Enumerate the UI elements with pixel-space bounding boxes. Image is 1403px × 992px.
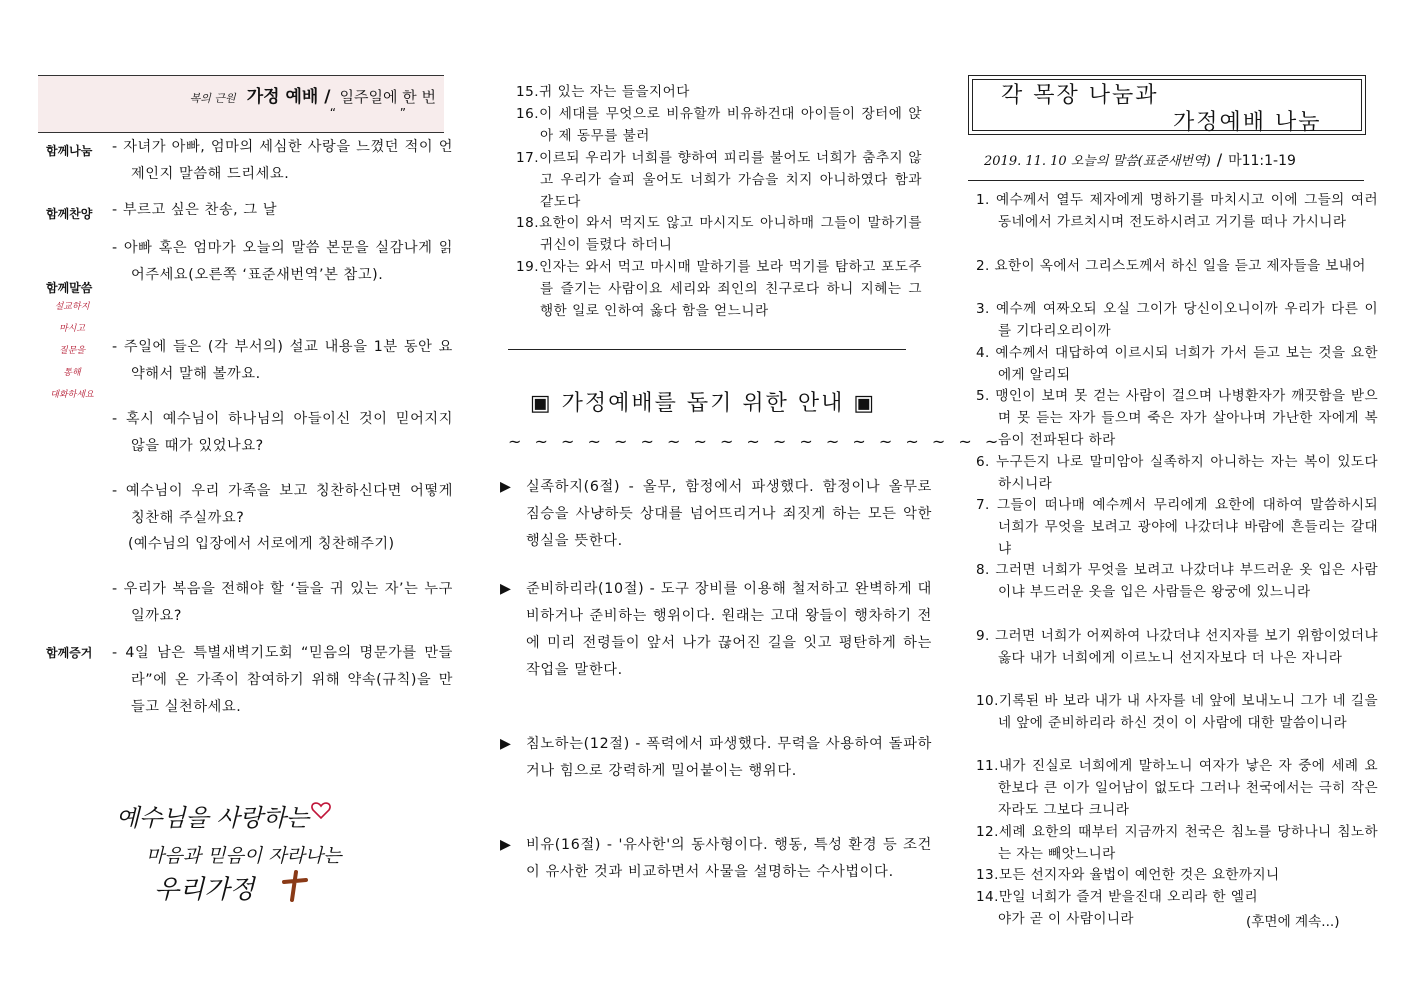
right-verse-7: 7. 그들이 떠나매 예수께서 무리에게 요한에 대하여 말씀하시되 너희가 무엇을 보려고 광야에 나갔더냐 바람에 흔들리는 갈대냐 bbox=[976, 497, 1378, 557]
tilde-divider: ~ ~ ~ ~ ~ ~ ~ ~ ~ ~ ~ ~ ~ ~ ~ ~ ~ ~ ~ bbox=[508, 432, 1003, 451]
malsseum-note-line: 마시고 bbox=[58, 324, 86, 334]
left-item-2: - 부르고 싶은 찬송, 그 날 bbox=[112, 202, 278, 218]
left-item-7: - 우리가 복음을 전해야 할 ‘들을 귀 있는 자’는 누구일까요? bbox=[112, 581, 453, 624]
right-verse-8: 8. 그러면 너희가 무엇을 보려고 나갔더냐 부드러운 옷 입은 사람이냐 부드러운 옷을 입은 사람들은 왕궁에 있느니라 bbox=[976, 562, 1378, 600]
right-verse-11: 11.내가 진실로 너희에게 말하노니 여자가 낳은 자 중에 세례 요한보다 큰 이가 일어남이 없도다 그러나 천국에서는 극히 작은 자라도 그보다 크니라 bbox=[976, 758, 1378, 818]
section-label-jeungeo: 함께증거 bbox=[46, 646, 93, 660]
malsseum-note-line: 질문을 bbox=[58, 346, 86, 356]
guide-item-2 bbox=[500, 576, 932, 684]
header-subtitle: 일주일에 한 번 bbox=[339, 88, 436, 106]
mid-verse-15: 15.귀 있는 자는 들을지어다 bbox=[516, 84, 690, 100]
right-divider bbox=[968, 180, 1364, 181]
right-verse-4: 4. 예수께서 대답하여 이르시되 너희가 가서 듣고 보는 것을 요한에게 알리되 bbox=[976, 345, 1378, 383]
right-verse-6: 6. 누구든지 나로 말미암아 실족하지 아니하는 자는 복이 있도다 하시니라 bbox=[976, 454, 1378, 492]
left-item-6: - 예수님이 우리 가족을 보고 칭찬하신다면 어떻게 칭찬해 주실까요? bbox=[112, 483, 453, 526]
right-verse-12: 12.세례 요한의 때부터 지금까지 천국은 침노를 당하나니 침노하는 자는 빼앗느니라 bbox=[976, 824, 1378, 862]
mid-verse-18: 18.요한이 와서 먹지도 않고 마시지도 아니하매 그들이 말하기를 귀신이 들렸다 하더니 bbox=[516, 215, 922, 253]
right-verse-9: 9. 그러면 너희가 어찌하여 나갔더냐 선지자를 보기 위함이었더냐 옳다 내가 너희에게 이르노니 선지자보다 더 나은 자니라 bbox=[976, 628, 1378, 666]
calligraphy-line: 예수님을 사랑하는 bbox=[116, 804, 310, 832]
header-small-text: 복의 근원 bbox=[189, 92, 236, 105]
mid-verse-17: 17.이르되 우리가 너희를 향하여 피리를 불어도 너희가 춤추지 않고 우리가 슬피 울어도 너희가 가슴을 치지 아니하였다 함과 같도다 bbox=[516, 150, 922, 210]
arrow-icon: ▶ bbox=[500, 837, 512, 853]
right-verse-14: 14.만일 너희가 즐겨 받을진대 오리라 한 엘리야가 곧 이 사람이니라 bbox=[976, 889, 1258, 927]
section-label-malsseum: 함께말씀 bbox=[46, 281, 93, 295]
guide-item-4 bbox=[500, 832, 932, 886]
sharing-title-box bbox=[968, 75, 1366, 135]
title-inner-frame bbox=[972, 79, 1362, 135]
guide-text: 침노하는(12절) - 폭력에서 파생했다. 무력을 사용하여 돌파하거나 힘으로 강력하게 밀어붙이는 행위다. bbox=[526, 736, 932, 779]
mid-divider bbox=[508, 349, 906, 350]
right-verse-5: 5. 맹인이 보며 못 걷는 사람이 걸으며 나병환자가 깨끗함을 받으며 못 듣는 자가 들으며 죽은 자가 살아나며 가난한 자에게 복음이 전파된다 하라 bbox=[976, 388, 1378, 448]
guide-title: ▣ 가정예배를 돕기 위한 안내 ▣ bbox=[529, 391, 877, 416]
left-header-title-line bbox=[190, 82, 436, 107]
left-item-4: - 주일에 들은 (각 부서의) 설교 내용을 1분 동안 요약해서 말해 볼까요. bbox=[112, 339, 453, 382]
scripture-date: 2019. 11. 10 오늘의 말씀(표준새번역) bbox=[984, 154, 1211, 169]
arrow-icon: ▶ bbox=[500, 736, 512, 752]
right-verse-1: 1. 예수께서 열두 제자에게 명하기를 마치시고 이에 그들의 여러 동네에서 가르치시며 전도하시려고 거기를 떠나 가시니라 bbox=[976, 192, 1378, 230]
calligraphy-line: 마음과 믿음이 자라나는 bbox=[146, 845, 342, 867]
guide-item-1 bbox=[500, 474, 932, 555]
arrow-icon: ▶ bbox=[500, 581, 512, 597]
guide-text: 실족하지(6절) - 올무, 함정에서 파생했다. 함정이나 올무로 짐승을 사냥하듯 상대를 넘어뜨리거나 죄짓게 하는 모든 악한 행실을 뜻한다. bbox=[526, 479, 932, 549]
left-paren-note: (예수님의 입장에서 서로에게 칭찬해주기) bbox=[128, 536, 395, 552]
family-calligraphy-logo bbox=[108, 786, 358, 906]
malsseum-note bbox=[40, 296, 104, 406]
section-label-chanyang: 함께찬양 bbox=[46, 207, 93, 221]
guide-text: 준비하리라(10절) - 도구 장비를 이용해 철저하고 완벽하게 대비하거나 준비하는 행위이다. 원래는 고대 왕들이 행차하기 전에 미리 전령들이 앞서 나가 끊어진 길을 잇고 평탄하게 하는 작업을 말한다. bbox=[526, 581, 932, 678]
calligraphy-line: 우리가정 bbox=[154, 875, 255, 905]
mid-verse-16: 16.이 세대를 무엇으로 비유할까 비유하건대 아이들이 장터에 앉아 제 동무를 불러 bbox=[516, 106, 922, 144]
malsseum-note-line: 설교하지 bbox=[54, 302, 90, 312]
date-slash: / bbox=[1216, 150, 1223, 169]
left-item-5: - 혹시 예수님이 하나님의 아들이신 것이 믿어지지 않을 때가 있었나요? bbox=[112, 411, 453, 454]
right-verse-10: 10.기록된 바 보라 내가 내 사자를 네 앞에 보내노니 그가 네 길을 네 앞에 준비하리라 하신 것이 이 사람에 대한 말씀이니라 bbox=[976, 693, 1378, 731]
malsseum-note-line: 통해 bbox=[63, 368, 81, 378]
scripture-reference: 마11:1-19 bbox=[1228, 153, 1296, 169]
mid-verse-19: 19.인자는 와서 먹고 마시매 말하기를 보라 먹기를 탐하고 포도주를 즐기는 사람이요 세리와 죄인의 친구로다 하니 지혜는 그 행한 일로 인하여 옳다 함을 얻느니라 bbox=[516, 259, 922, 319]
right-verse-3: 3. 예수께 여짜오되 오실 그이가 당신이오니이까 우리가 다른 이를 기다리오리이까 bbox=[976, 301, 1378, 339]
arrow-icon: ▶ bbox=[500, 479, 512, 495]
title-line-2: 가정예배 나눔 bbox=[1173, 110, 1322, 135]
cross-icon bbox=[284, 872, 306, 900]
header-title: 가정 예배 / bbox=[246, 87, 331, 107]
title-line-1: 각 목장 나눔과 bbox=[1001, 83, 1159, 108]
left-item-3: - 아빠 혹은 엄마가 오늘의 말씀 본문을 실감나게 읽어주세요(오른쪽 ‘표준새번역’본 참고). bbox=[112, 240, 453, 283]
continued-note: (후면에 계속...) bbox=[1246, 914, 1340, 930]
malsseum-note-line: 대화하세요 bbox=[50, 390, 94, 400]
header-quotes: “ ” bbox=[329, 106, 436, 120]
guide-item-3 bbox=[500, 731, 932, 785]
left-header bbox=[38, 75, 444, 133]
left-item-1: - 자녀가 아빠, 엄마의 세심한 사랑을 느꼈던 적이 언제인지 말씀해 드리세요. bbox=[112, 139, 453, 182]
right-verse-13: 13.모든 선지자와 율법이 예언한 것은 요한까지니 bbox=[976, 867, 1280, 883]
left-item-8: - 4일 남은 특별새벽기도회 “믿음의 명문가를 만들라”에 온 가족이 참여하기 위해 약속(규칙)을 만들고 실천하세요. bbox=[112, 645, 453, 715]
scripture-date-line bbox=[984, 150, 1296, 170]
guide-text: 비유(16절) - '유사한'의 동사형이다. 행동, 특성 환경 등 조건이 유사한 것과 비교하면서 사물을 설명하는 수사법이다. bbox=[526, 837, 932, 880]
right-verse-2: 2. 요한이 옥에서 그리스도께서 하신 일을 듣고 제자들을 보내어 bbox=[976, 258, 1366, 274]
section-label-nanum: 함께나눔 bbox=[46, 144, 93, 158]
heart-icon bbox=[312, 803, 330, 818]
